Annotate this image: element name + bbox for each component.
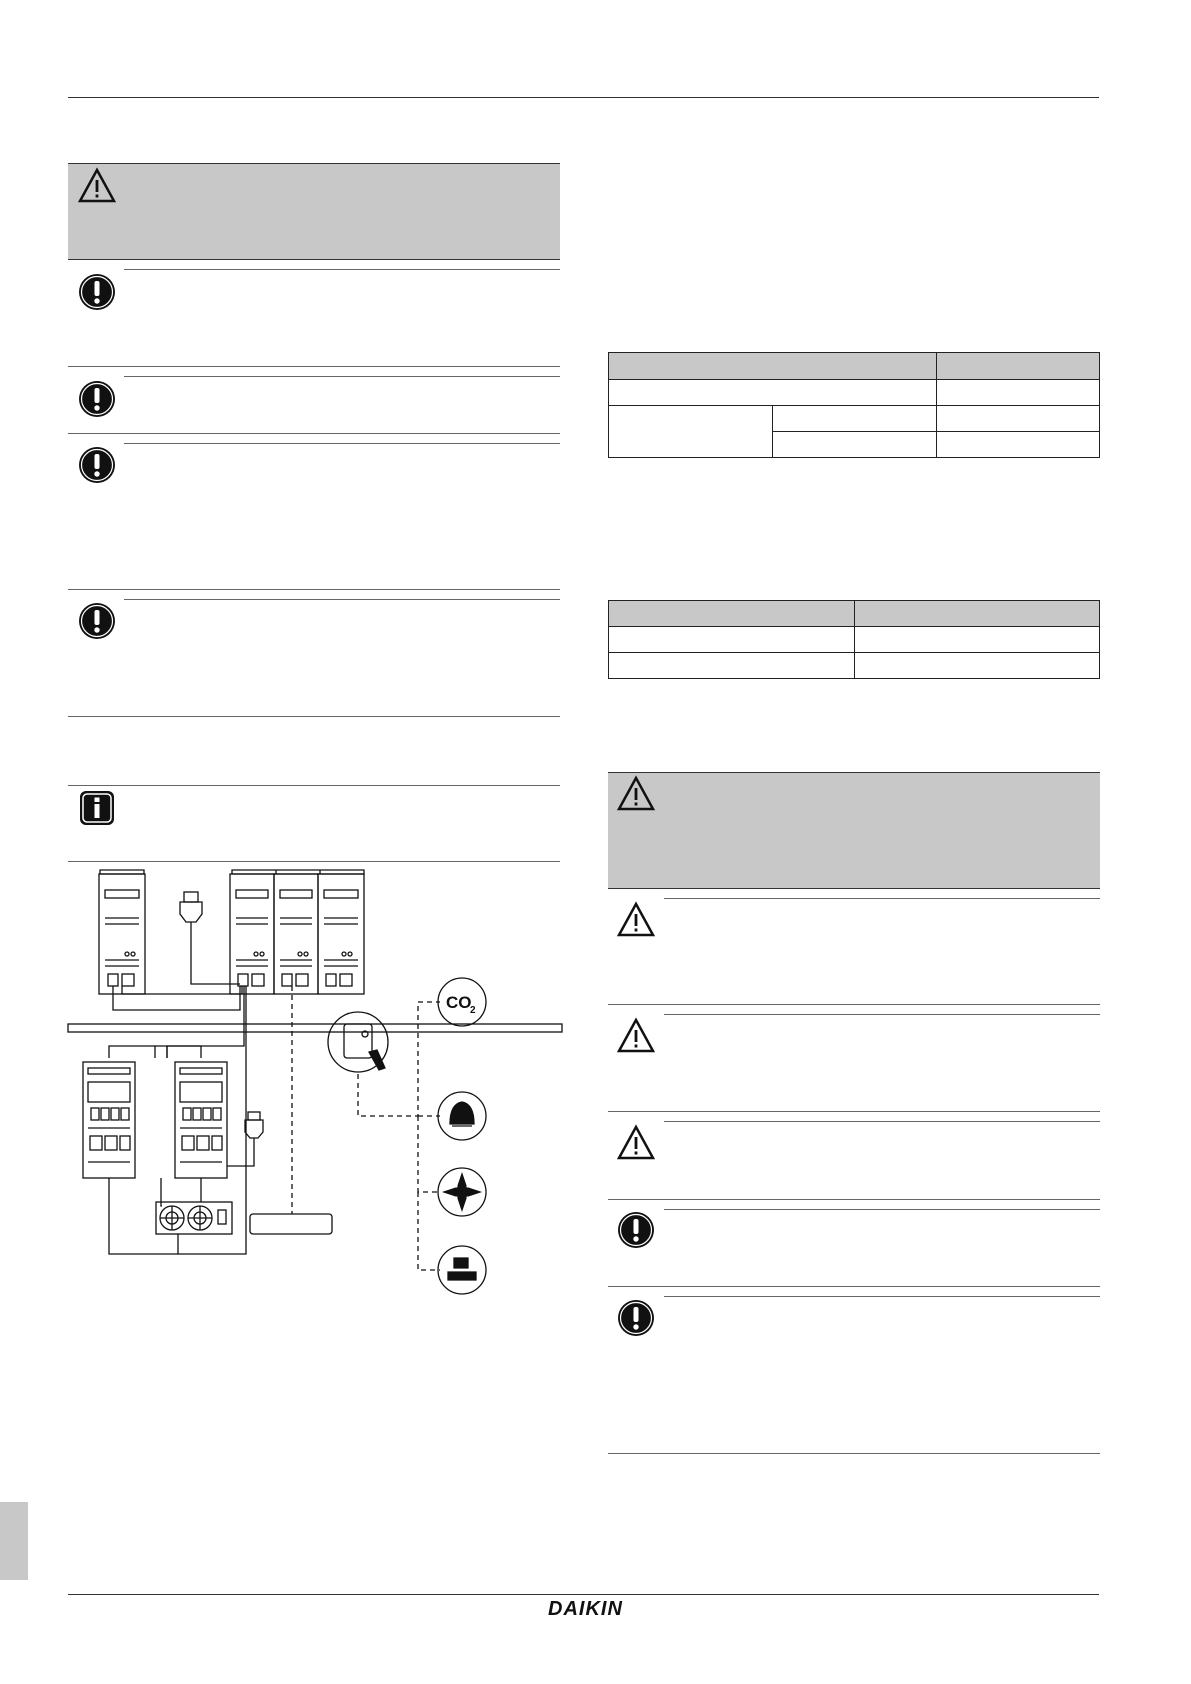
separator	[68, 366, 560, 367]
separator	[664, 898, 1100, 899]
section-tab	[0, 1502, 28, 1580]
separator	[68, 589, 560, 590]
warning-box	[608, 772, 1100, 888]
table-cell	[937, 380, 1100, 406]
bs-box	[175, 1062, 227, 1178]
separator	[664, 1209, 1100, 1210]
separator	[608, 888, 1100, 889]
separator	[124, 269, 560, 270]
table-cell	[773, 406, 937, 432]
table-cell	[609, 353, 937, 380]
separator	[608, 1111, 1100, 1112]
info-icon	[77, 788, 117, 828]
spec-table-2	[608, 600, 1100, 679]
separator	[68, 785, 560, 786]
table-cell	[773, 432, 937, 458]
indoor-unit	[156, 1202, 232, 1234]
caution-icon	[616, 1123, 656, 1163]
caution-icon	[616, 900, 656, 940]
warning-icon	[77, 166, 117, 206]
notice-icon	[77, 272, 117, 312]
separator	[608, 1004, 1100, 1005]
wall-unit	[250, 1214, 332, 1234]
separator	[124, 443, 560, 444]
table-cell	[609, 653, 855, 679]
notice-icon	[616, 1298, 656, 1338]
footer-rule	[68, 1594, 1099, 1595]
notice-icon	[77, 379, 117, 419]
bs-box	[83, 1062, 135, 1178]
outdoor-unit	[99, 870, 145, 994]
warning-box	[68, 163, 560, 259]
notice-icon	[77, 601, 117, 641]
co2-subscript: 2	[470, 1005, 476, 1016]
header-rule	[68, 97, 1099, 98]
daikin-logo: DAIKIN	[548, 1598, 623, 1620]
warning-box-top	[608, 772, 1100, 773]
remote-controller	[328, 1012, 388, 1072]
valve	[180, 892, 202, 932]
warning-icon	[616, 774, 656, 814]
table-cell	[609, 406, 773, 458]
separator	[68, 433, 560, 434]
table-cell	[855, 653, 1100, 679]
table-cell	[855, 601, 1100, 627]
separator	[608, 1453, 1100, 1454]
system-diagram	[60, 862, 570, 1340]
table-cell	[855, 627, 1100, 653]
table-cell	[609, 380, 937, 406]
separator	[68, 716, 560, 717]
separator	[608, 1286, 1100, 1287]
spec-table-1	[608, 352, 1100, 458]
table-cell	[609, 601, 855, 627]
table-cell	[609, 627, 855, 653]
notice-icon	[77, 445, 117, 485]
table-cell	[937, 353, 1100, 380]
valve	[227, 1112, 263, 1166]
separator	[124, 599, 560, 600]
notice-icon	[616, 1210, 656, 1250]
separator	[124, 376, 560, 377]
table-cell	[937, 406, 1100, 432]
table-cell	[937, 432, 1100, 458]
warning-box-top	[68, 163, 560, 164]
separator	[664, 1014, 1100, 1015]
outdoor-unit-module	[230, 870, 364, 994]
separator	[664, 1121, 1100, 1122]
valve-icon	[438, 1246, 486, 1294]
separator	[68, 259, 560, 260]
caution-icon	[616, 1016, 656, 1056]
separator	[608, 1199, 1100, 1200]
co2-label: CO	[446, 993, 472, 1012]
separator	[664, 1296, 1100, 1297]
